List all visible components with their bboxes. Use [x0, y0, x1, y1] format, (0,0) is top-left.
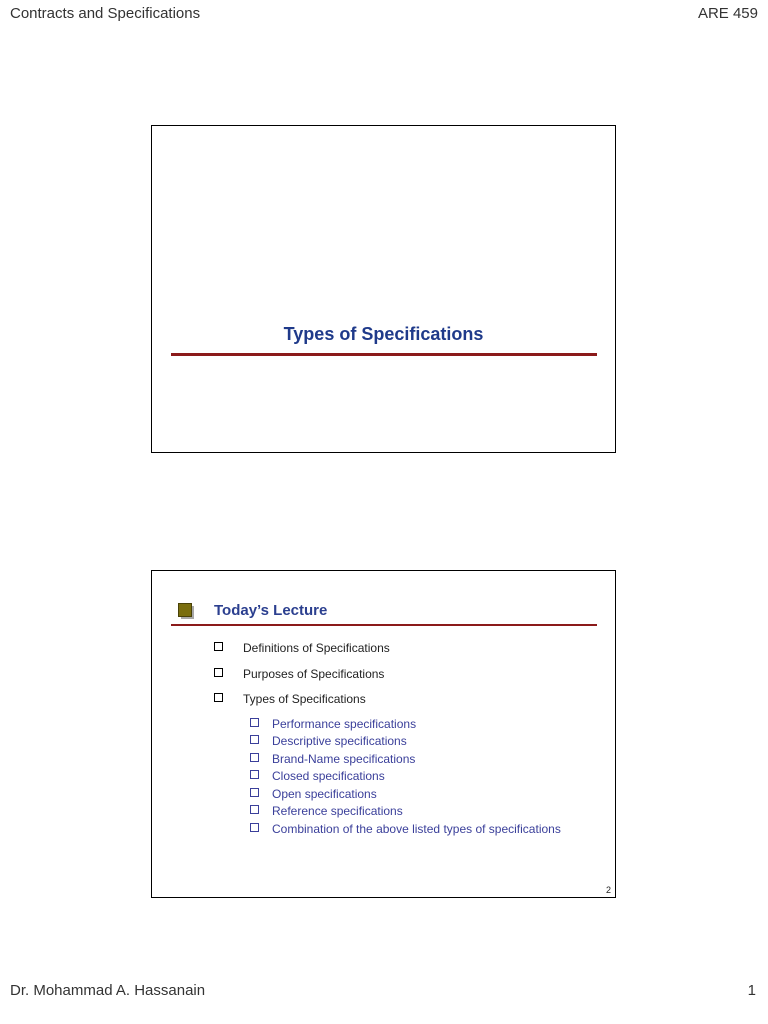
square-bullet-icon: [178, 603, 193, 618]
sub-list-item: Brand-Name specifications: [250, 752, 415, 766]
page-header-course: ARE 459: [697, 5, 758, 22]
slide-title: Today’s Lecture: [214, 602, 328, 619]
list-item: Definitions of Specifications: [214, 641, 390, 655]
checkbox-bullet-icon: [214, 642, 223, 651]
sub-list-item: Performance specifications: [250, 717, 416, 731]
sub-list-item: Closed specifications: [250, 769, 385, 783]
title-underline: [171, 624, 597, 626]
checkbox-bullet-icon: [250, 805, 259, 814]
slide-number: 2: [605, 885, 611, 895]
checkbox-bullet-icon: [250, 735, 259, 744]
slide-thumbnail-1: [151, 125, 616, 453]
checkbox-bullet-icon: [250, 823, 259, 832]
page-footer-author: Dr. Mohammad A. Hassanain: [10, 982, 206, 999]
page-number: 1: [747, 982, 756, 999]
checkbox-bullet-icon: [250, 770, 259, 779]
page-header-title: Contracts and Specifications: [10, 5, 201, 22]
sub-list-item: Reference specifications: [250, 804, 403, 818]
list-item: Types of Specifications: [214, 692, 366, 706]
sub-list-item: Descriptive specifications: [250, 734, 407, 748]
slide-thumbnail-2: [151, 570, 616, 898]
checkbox-bullet-icon: [250, 718, 259, 727]
sub-list-item: Combination of the above listed types of specifications: [250, 822, 561, 836]
checkbox-bullet-icon: [214, 668, 223, 677]
list-item: Purposes of Specifications: [214, 667, 384, 681]
title-underline: [171, 353, 597, 356]
checkbox-bullet-icon: [214, 693, 223, 702]
sub-list-item: Open specifications: [250, 787, 377, 801]
checkbox-bullet-icon: [250, 753, 259, 762]
slide-title: Types of Specifications: [283, 324, 484, 344]
checkbox-bullet-icon: [250, 788, 259, 797]
